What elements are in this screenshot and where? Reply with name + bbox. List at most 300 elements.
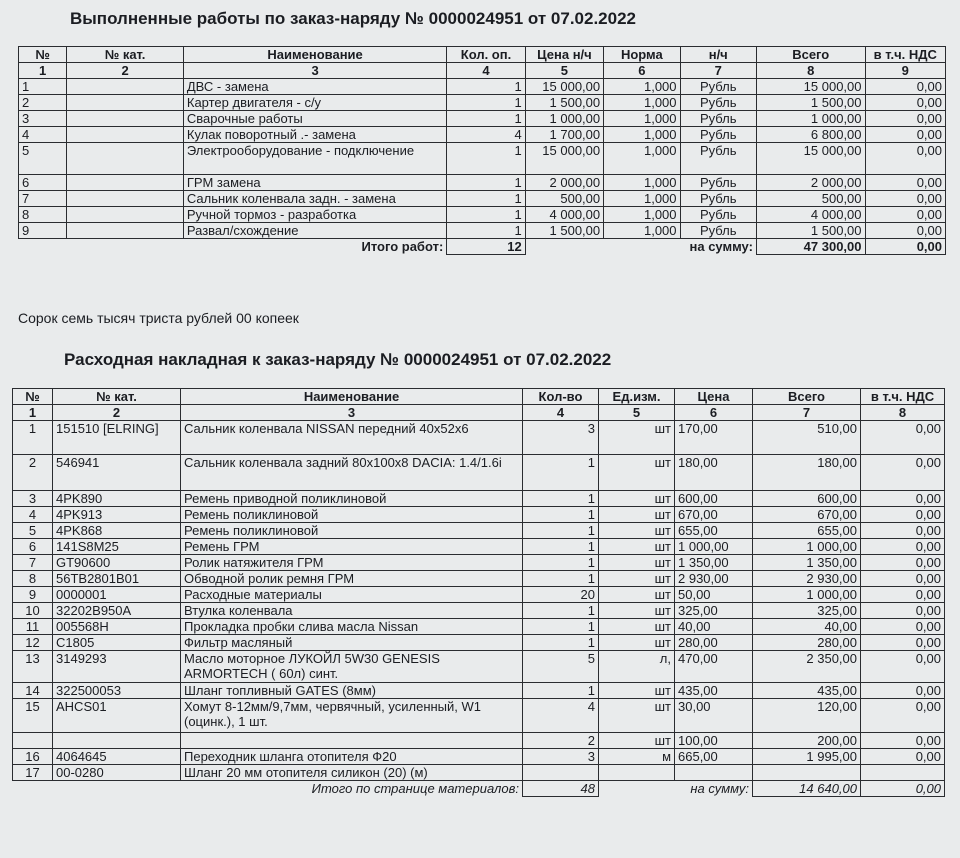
cell-vat: 0,00	[861, 555, 945, 571]
table-row	[13, 765, 945, 781]
cell-total: 2 930,00	[753, 571, 861, 587]
cell-name: Ролик натяжителя ГРМ	[181, 555, 523, 571]
cell-vat: 0,00	[861, 683, 945, 699]
mats-colnum: 5	[599, 405, 675, 421]
materials-sum-label: на сумму:	[690, 781, 749, 796]
cell-price: 30,00	[675, 699, 753, 733]
table-row	[13, 421, 945, 455]
cell-total: 510,00	[753, 421, 861, 455]
cell-n: 2	[13, 455, 53, 491]
cell-vat: 0,00	[865, 95, 945, 111]
cell-price	[675, 765, 753, 781]
cell-price: 4 000,00	[525, 207, 603, 223]
cell-vat: 0,00	[865, 143, 945, 175]
cell-cat	[67, 223, 184, 239]
cell-unit: шт	[599, 455, 675, 491]
mats-colnum: 6	[675, 405, 753, 421]
cell-name	[181, 733, 523, 749]
materials-sum-total: 14 640,00	[753, 781, 861, 797]
cell-cat: 4PK890	[53, 491, 181, 507]
cell-price: 1 000,00	[525, 111, 603, 127]
mats-colnum: 7	[753, 405, 861, 421]
table-row	[13, 587, 945, 603]
mats-col-n: №	[13, 389, 53, 405]
cell-name: Сальник коленвала задний 80x100x8 DACIA: 1.4/1.6i	[181, 455, 523, 491]
mats-colnum: 8	[861, 405, 945, 421]
works-colnum: 8	[756, 63, 865, 79]
cell-price: 600,00	[675, 491, 753, 507]
cell-unit: Рубль	[680, 95, 756, 111]
table-row	[19, 127, 946, 143]
cell-qty: 1	[523, 555, 599, 571]
cell-vat	[861, 765, 945, 781]
works-sum-vat: 0,00	[865, 239, 945, 255]
cell-cat: 0000001	[53, 587, 181, 603]
cell-qty	[523, 765, 599, 781]
cell-total: 2 350,00	[753, 651, 861, 683]
mats-colnum: 3	[181, 405, 523, 421]
works-colnum: 2	[67, 63, 184, 79]
works-sum-total: 47 300,00	[756, 239, 865, 255]
cell-qty: 1	[447, 95, 525, 111]
cell-vat: 0,00	[861, 619, 945, 635]
table-row	[13, 699, 945, 733]
table-row	[19, 207, 946, 223]
materials-table	[12, 388, 945, 797]
cell-qty: 1	[523, 523, 599, 539]
table-row	[13, 683, 945, 699]
cell-vat: 0,00	[861, 699, 945, 733]
cell-total: 500,00	[756, 191, 865, 207]
cell-total: 600,00	[753, 491, 861, 507]
cell-total: 40,00	[753, 619, 861, 635]
cell-unit: Рубль	[680, 191, 756, 207]
cell-norm: 1,000	[604, 111, 680, 127]
cell-name: Шланг топливный GATES (8мм)	[181, 683, 523, 699]
materials-column-numbers	[13, 405, 945, 421]
cell-price: 2 000,00	[525, 175, 603, 191]
cell-price: 1 350,00	[675, 555, 753, 571]
cell-price: 40,00	[675, 619, 753, 635]
cell-price: 1 500,00	[525, 95, 603, 111]
cell-n: 4	[19, 127, 67, 143]
cell-total: 670,00	[753, 507, 861, 523]
works-colnum: 1	[19, 63, 67, 79]
cell-name: Сальник коленвала задн. - замена	[183, 191, 446, 207]
works-col-name: Наименование	[183, 47, 446, 63]
mats-colnum: 1	[13, 405, 53, 421]
cell-total: 15 000,00	[756, 143, 865, 175]
cell-cat: 322500053	[53, 683, 181, 699]
works-col-cat: № кат.	[67, 47, 184, 63]
table-row	[13, 619, 945, 635]
cell-total: 1 000,00	[753, 539, 861, 555]
cell-cat: 3149293	[53, 651, 181, 683]
works-sum-label: на сумму:	[689, 239, 753, 254]
cell-norm: 1,000	[604, 143, 680, 175]
cell-cat: 00-0280	[53, 765, 181, 781]
cell-total: 1 500,00	[756, 95, 865, 111]
cell-name: Хомут 8-12мм/9,7мм, червячный, усиленный, W1 (оцинк.), 1 шт.	[181, 699, 523, 733]
cell-total: 280,00	[753, 635, 861, 651]
cell-norm: 1,000	[604, 79, 680, 95]
cell-unit: шт	[599, 733, 675, 749]
table-row	[13, 491, 945, 507]
cell-qty: 4	[447, 127, 525, 143]
cell-cat	[67, 207, 184, 223]
cell-price: 15 000,00	[525, 79, 603, 95]
cell-cat	[67, 143, 184, 175]
table-row	[13, 523, 945, 539]
cell-n	[13, 733, 53, 749]
table-row	[19, 223, 946, 239]
works-colnum: 3	[183, 63, 446, 79]
table-row	[19, 111, 946, 127]
cell-name: Втулка коленвала	[181, 603, 523, 619]
materials-total-qty: 48	[523, 781, 599, 797]
mats-col-total: Всего	[753, 389, 861, 405]
cell-n: 13	[13, 651, 53, 683]
cell-n: 5	[13, 523, 53, 539]
works-header-row	[19, 47, 946, 63]
table-row	[19, 95, 946, 111]
cell-norm: 1,000	[604, 95, 680, 111]
cell-unit: шт	[599, 571, 675, 587]
cell-n: 16	[13, 749, 53, 765]
materials-sum-vat: 0,00	[861, 781, 945, 797]
cell-n: 7	[19, 191, 67, 207]
cell-qty: 5	[523, 651, 599, 683]
cell-qty: 1	[523, 619, 599, 635]
cell-cat	[67, 111, 184, 127]
cell-price: 180,00	[675, 455, 753, 491]
cell-price: 435,00	[675, 683, 753, 699]
cell-cat: 4PK868	[53, 523, 181, 539]
cell-cat	[67, 175, 184, 191]
cell-vat: 0,00	[865, 79, 945, 95]
table-row	[13, 571, 945, 587]
cell-cat: 56TB2801B01	[53, 571, 181, 587]
cell-name: Ручной тормоз - разработка	[183, 207, 446, 223]
cell-vat: 0,00	[861, 571, 945, 587]
cell-vat: 0,00	[861, 733, 945, 749]
cell-total: 1 000,00	[753, 587, 861, 603]
cell-vat: 0,00	[861, 749, 945, 765]
works-column-numbers	[19, 63, 946, 79]
table-row	[19, 79, 946, 95]
cell-n: 14	[13, 683, 53, 699]
mats-col-unit: Ед.изм.	[599, 389, 675, 405]
table-row	[13, 603, 945, 619]
cell-unit: шт	[599, 683, 675, 699]
cell-unit: Рубль	[680, 111, 756, 127]
mats-col-vat: в т.ч. НДС	[861, 389, 945, 405]
cell-n: 4	[13, 507, 53, 523]
cell-vat: 0,00	[861, 587, 945, 603]
cell-total: 1 995,00	[753, 749, 861, 765]
cell-n: 2	[19, 95, 67, 111]
cell-vat: 0,00	[861, 455, 945, 491]
cell-norm: 1,000	[604, 175, 680, 191]
cell-total: 655,00	[753, 523, 861, 539]
cell-name: Ремень поликлиновой	[181, 523, 523, 539]
cell-total: 120,00	[753, 699, 861, 733]
cell-price: 2 930,00	[675, 571, 753, 587]
cell-unit: м	[599, 749, 675, 765]
works-col-total: Всего	[756, 47, 865, 63]
cell-qty: 1	[523, 539, 599, 555]
works-total-label: Итого работ:	[361, 239, 444, 254]
cell-cat: 141S8M25	[53, 539, 181, 555]
cell-price: 100,00	[675, 733, 753, 749]
cell-n: 17	[13, 765, 53, 781]
mats-colnum: 2	[53, 405, 181, 421]
table-row	[19, 143, 946, 175]
cell-qty: 3	[523, 421, 599, 455]
cell-qty: 1	[447, 79, 525, 95]
cell-price: 500,00	[525, 191, 603, 207]
cell-name: Сальник коленвала NISSAN передний 40x52x6	[181, 421, 523, 455]
cell-n: 9	[19, 223, 67, 239]
cell-cat: 151510 [ELRING]	[53, 421, 181, 455]
cell-unit: Рубль	[680, 223, 756, 239]
cell-price: 470,00	[675, 651, 753, 683]
cell-cat: AHCS01	[53, 699, 181, 733]
cell-unit: шт	[599, 555, 675, 571]
cell-unit: шт	[599, 635, 675, 651]
cell-unit: Рубль	[680, 79, 756, 95]
materials-total-row	[13, 781, 945, 797]
cell-vat: 0,00	[861, 539, 945, 555]
cell-price: 1 000,00	[675, 539, 753, 555]
cell-name: Расходные материалы	[181, 587, 523, 603]
cell-unit: шт	[599, 523, 675, 539]
cell-unit: Рубль	[680, 127, 756, 143]
cell-price: 1 500,00	[525, 223, 603, 239]
cell-total: 1 500,00	[756, 223, 865, 239]
works-title: Выполненные работы по заказ-наряду № 0000024951 от 07.02.2022	[70, 9, 636, 28]
cell-unit: шт	[599, 699, 675, 733]
works-colnum: 4	[447, 63, 525, 79]
cell-n: 1	[13, 421, 53, 455]
cell-name: Электрооборудование - подключение	[183, 143, 446, 175]
cell-qty: 1	[447, 175, 525, 191]
cell-total	[753, 765, 861, 781]
cell-qty: 4	[523, 699, 599, 733]
cell-vat: 0,00	[865, 207, 945, 223]
cell-name: Шланг 20 мм отопителя силикон (20) (м)	[181, 765, 523, 781]
cell-qty: 1	[447, 191, 525, 207]
mats-colnum: 4	[523, 405, 599, 421]
table-row	[13, 555, 945, 571]
cell-vat: 0,00	[861, 603, 945, 619]
table-row	[13, 651, 945, 683]
cell-name: Обводной ролик ремня ГРМ	[181, 571, 523, 587]
cell-qty: 1	[447, 223, 525, 239]
cell-unit: шт	[599, 539, 675, 555]
works-col-price: Цена н/ч	[525, 47, 603, 63]
cell-price: 50,00	[675, 587, 753, 603]
cell-n: 3	[19, 111, 67, 127]
table-row	[19, 175, 946, 191]
cell-unit: шт	[599, 587, 675, 603]
cell-unit: л,	[599, 651, 675, 683]
cell-vat: 0,00	[861, 421, 945, 455]
materials-total-label: Итого по странице материалов:	[311, 781, 519, 796]
cell-unit: шт	[599, 421, 675, 455]
cell-name: Переходник шланга отопителя Ф20	[181, 749, 523, 765]
table-row	[19, 191, 946, 207]
cell-price: 280,00	[675, 635, 753, 651]
cell-cat	[53, 733, 181, 749]
cell-total: 15 000,00	[756, 79, 865, 95]
cell-norm: 1,000	[604, 223, 680, 239]
cell-vat: 0,00	[865, 127, 945, 143]
cell-cat: C1805	[53, 635, 181, 651]
cell-n: 11	[13, 619, 53, 635]
cell-unit: Рубль	[680, 175, 756, 191]
works-total-qty: 12	[447, 239, 525, 255]
cell-cat	[67, 191, 184, 207]
cell-name: Картер двигателя - с/у	[183, 95, 446, 111]
cell-vat: 0,00	[865, 111, 945, 127]
works-colnum: 5	[525, 63, 603, 79]
cell-unit: шт	[599, 491, 675, 507]
amount-in-words: Сорок семь тысяч триста рублей 00 копеек	[18, 310, 299, 326]
mats-col-price: Цена	[675, 389, 753, 405]
cell-n: 8	[13, 571, 53, 587]
table-row	[13, 749, 945, 765]
cell-cat: 005568H	[53, 619, 181, 635]
cell-total: 1 350,00	[753, 555, 861, 571]
mats-col-name: Наименование	[181, 389, 523, 405]
cell-price: 170,00	[675, 421, 753, 455]
works-colnum: 7	[680, 63, 756, 79]
cell-qty: 1	[523, 635, 599, 651]
cell-price: 655,00	[675, 523, 753, 539]
works-colnum: 9	[865, 63, 945, 79]
cell-cat: 4064645	[53, 749, 181, 765]
materials-header-row	[13, 389, 945, 405]
cell-unit	[599, 765, 675, 781]
cell-total: 1 000,00	[756, 111, 865, 127]
cell-n: 6	[19, 175, 67, 191]
cell-total: 4 000,00	[756, 207, 865, 223]
cell-norm: 1,000	[604, 191, 680, 207]
cell-qty: 1	[523, 683, 599, 699]
cell-vat: 0,00	[865, 175, 945, 191]
cell-qty: 1	[523, 455, 599, 491]
table-row	[13, 733, 945, 749]
cell-name: Прокладка пробки слива масла Nissan	[181, 619, 523, 635]
works-col-unit: н/ч	[680, 47, 756, 63]
cell-qty: 1	[447, 207, 525, 223]
cell-qty: 1	[447, 143, 525, 175]
cell-qty: 1	[447, 111, 525, 127]
cell-total: 180,00	[753, 455, 861, 491]
cell-cat: 4PK913	[53, 507, 181, 523]
cell-price: 325,00	[675, 603, 753, 619]
cell-name: Ремень приводной поликлиновой	[181, 491, 523, 507]
cell-cat	[67, 127, 184, 143]
cell-vat: 0,00	[861, 491, 945, 507]
cell-cat	[67, 79, 184, 95]
cell-name: Развал/схождение	[183, 223, 446, 239]
cell-cat: 32202B950A	[53, 603, 181, 619]
cell-n: 9	[13, 587, 53, 603]
cell-qty: 3	[523, 749, 599, 765]
cell-name: Кулак поворотный .- замена	[183, 127, 446, 143]
works-col-n: №	[19, 47, 67, 63]
cell-cat: GT90600	[53, 555, 181, 571]
mats-col-cat: № кат.	[53, 389, 181, 405]
mats-col-qty: Кол-во	[523, 389, 599, 405]
cell-price: 15 000,00	[525, 143, 603, 175]
cell-vat: 0,00	[865, 223, 945, 239]
cell-vat: 0,00	[861, 635, 945, 651]
cell-total: 6 800,00	[756, 127, 865, 143]
cell-price: 665,00	[675, 749, 753, 765]
works-col-vat: в т.ч. НДС	[865, 47, 945, 63]
cell-n: 10	[13, 603, 53, 619]
table-row	[13, 455, 945, 491]
cell-name: Фильтр масляный	[181, 635, 523, 651]
cell-price: 670,00	[675, 507, 753, 523]
works-col-qty: Кол. оп.	[447, 47, 525, 63]
works-col-norm: Норма	[604, 47, 680, 63]
cell-qty: 1	[523, 491, 599, 507]
cell-vat: 0,00	[861, 523, 945, 539]
cell-unit: Рубль	[680, 207, 756, 223]
cell-total: 200,00	[753, 733, 861, 749]
cell-total: 435,00	[753, 683, 861, 699]
cell-qty: 1	[523, 507, 599, 523]
works-table	[18, 46, 946, 255]
cell-n: 15	[13, 699, 53, 733]
cell-total: 2 000,00	[756, 175, 865, 191]
cell-qty: 1	[523, 571, 599, 587]
cell-n: 12	[13, 635, 53, 651]
cell-n: 6	[13, 539, 53, 555]
works-colnum: 6	[604, 63, 680, 79]
cell-price: 1 700,00	[525, 127, 603, 143]
cell-unit: шт	[599, 507, 675, 523]
cell-n: 5	[19, 143, 67, 175]
cell-name: Масло моторное ЛУКОЙЛ 5W30 GENESIS ARMORTECH ( 60л) синт.	[181, 651, 523, 683]
table-row	[13, 507, 945, 523]
cell-qty: 20	[523, 587, 599, 603]
cell-unit: шт	[599, 603, 675, 619]
table-row	[13, 539, 945, 555]
cell-name: Ремень ГРМ	[181, 539, 523, 555]
cell-vat: 0,00	[861, 651, 945, 683]
cell-cat: 546941	[53, 455, 181, 491]
cell-n: 8	[19, 207, 67, 223]
cell-norm: 1,000	[604, 127, 680, 143]
cell-vat: 0,00	[861, 507, 945, 523]
cell-vat: 0,00	[865, 191, 945, 207]
table-row	[13, 635, 945, 651]
cell-cat	[67, 95, 184, 111]
cell-norm: 1,000	[604, 207, 680, 223]
works-total-row	[19, 239, 946, 255]
cell-n: 1	[19, 79, 67, 95]
cell-name: Ремень поликлиновой	[181, 507, 523, 523]
cell-name: ДВС - замена	[183, 79, 446, 95]
cell-total: 325,00	[753, 603, 861, 619]
cell-name: Сварочные работы	[183, 111, 446, 127]
cell-name: ГРМ замена	[183, 175, 446, 191]
